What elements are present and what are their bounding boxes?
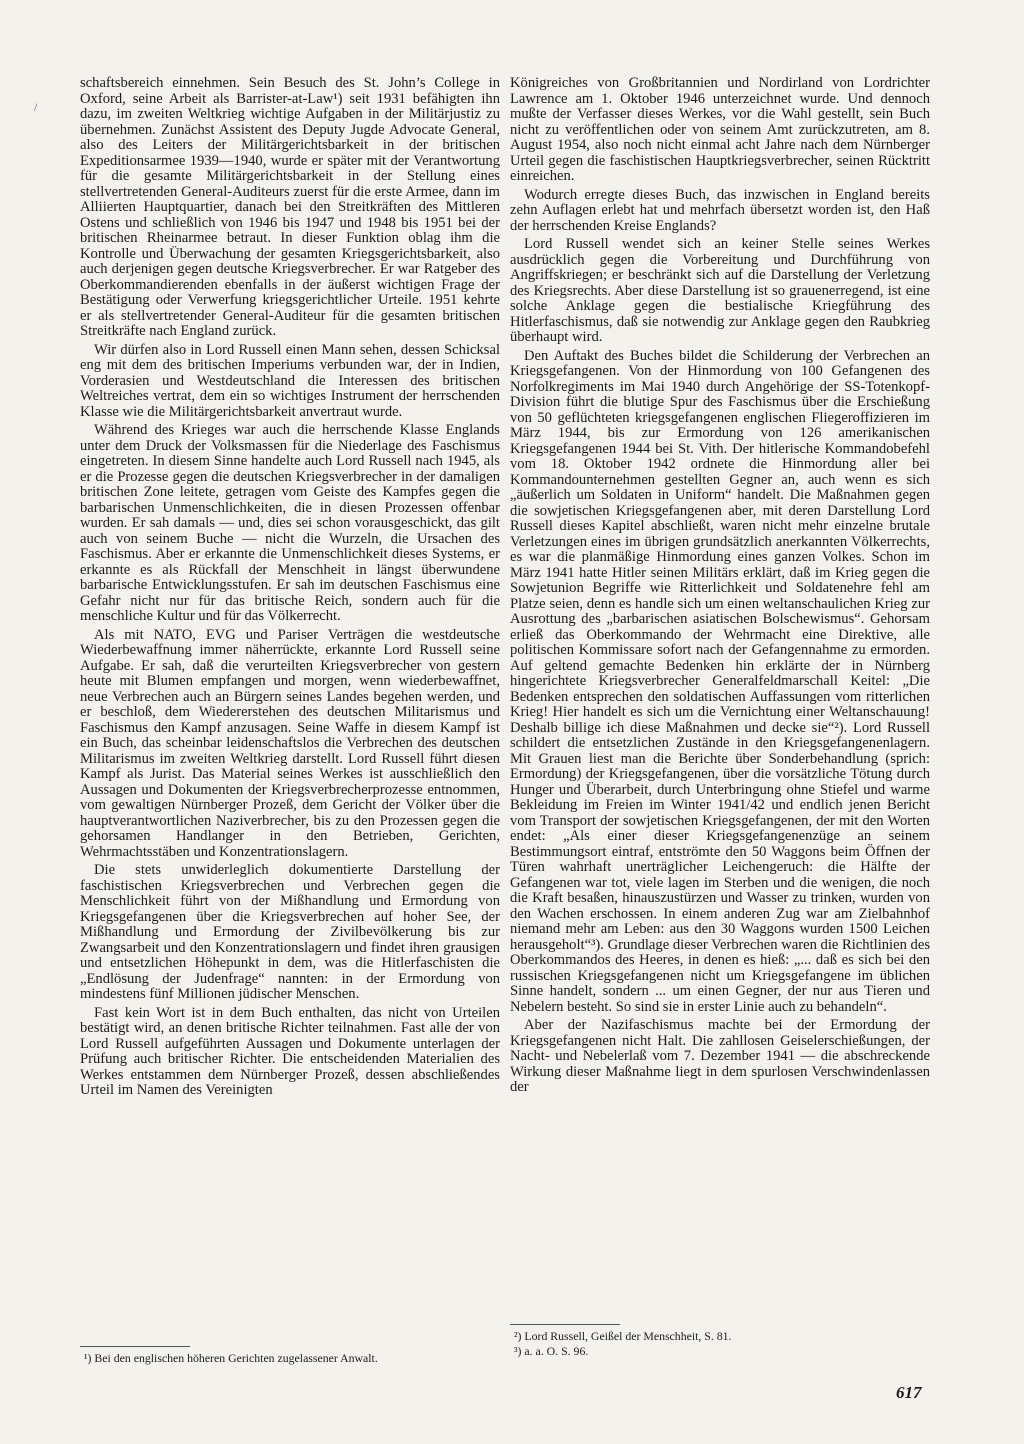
paragraph: Aber der Nazifaschismus machte bei der Ermordung der Kriegsgefangenen nicht Halt. Die zahllosen Geiselerschießungen, der Nacht- und Nebelerlaß vom 7. Dezember 1941 — die abschreckende Wirkung dieser Maßnahme liegt in dem spurlosen Verschwindenlassen der <box>510 1017 930 1095</box>
right-column <box>510 76 930 1099</box>
footnote: ¹) Bei den englischen höheren Gerichten zugelassener Anwalt. <box>84 1351 378 1365</box>
paragraph: Wir dürfen also in Lord Russell einen Mann sehen, dessen Schicksal eng mit dem des britischen Imperiums verbunden war, der in Indien, Vorderasien und Westdeutschland die Interessen des britischen Weltreiches vertrat, dem ein so wichtiges Instrument der herrschenden Klasse wie die Militärgerichtsbarkeit anvertraut wurde. <box>80 341 500 420</box>
margin-mark: / <box>34 100 38 114</box>
left-column <box>80 76 500 1102</box>
paragraph: Wodurch erregte dieses Buch, das inzwischen in England bereits zehn Auflagen erlebt hat und mehrfach übersetzt worden ist, den Haß der herrschenden Kreise Englands? <box>510 186 930 234</box>
footnote: ²) Lord Russell, Geißel der Menschheit, S. 81. <box>514 1329 732 1343</box>
paragraph: schaftsbereich einnehmen. Sein Besuch des St. John’s College in Oxford, seine Arbeit als Barrister-at-Law¹) seit 1931 befähigten ihn dazu, im zweiten Weltkrieg wichtige Aufgaben in der Militärjustiz zu übernehmen. Zunächst Assistent des Deputy Jugde Advocate General, also des Leiters der Militärgerichtsbarkeit in der britischen Expeditionsarmee 1939—1940, wurde er später mit der Verantwortung für die gesamte Militärgerichtsbarkeit in der Stellung eines stellvertretenden General-Auditeurs zuerst für die erste Armee, dann im Alliierten Hauptquartier, danach bei den Streitkräften des Mittleren Ostens und schließlich von 1946 bis 1947 und 1948 bis 1951 bei der britischen Rheinarmee betraut. In dieser Funktion oblag ihm die Kontrolle und Überwachung der gesamten Kriegsgerichtsbarkeit, also auch derjenigen gegen deutsche Kriegsverbrecher. Er war Ratgeber des Oberkommandierenden ebenfalls in der äußerst wichtigen Frage der Bestätigung oder Verwerfung kriegsgerichtlicher Urteile. 1951 kehrte er als stellvertretender General-Auditeur für die gesamten britischen Streitkräfte nach England zurück. <box>80 75 500 339</box>
paragraph: Königreiches von Großbritannien und Nordirland von Lordrichter Lawrence am 1. Oktober 1946 unterzeichnet wurde. Und dennoch mußte der Verfasser dieses Werkes, vor die Wahl gestellt, sein Buch nicht zu veröffentlichen oder von seinem Amt zurückzutreten, am 8. August 1954, also noch nicht einmal acht Jahre nach dem Nürnberger Urteil gegen die faschistischen Hauptkriegsverbrecher, seinen Rücktritt einreichen. <box>510 75 930 184</box>
paragraph: Als mit NATO, EVG und Pariser Verträgen die westdeutsche Wiederbewaffnung immer näherrückte, erkannte Lord Russell seine Aufgabe. Er sah, daß die verurteilten Kriegsverbrecher von gestern heute mit Blumen empfangen und morgen, wenn wiederbewaffnet, neue Verbrechen auch an Bürgern seines Landes begehen werden, und er beschloß, dem Wiedererstehen des deutschen Militarismus und Faschismus den Kampf anzusagen. Seine Waffe in diesem Kampf ist ein Buch, das scheinbar leidenschaftslos die Verbrechen des deutschen Militarismus im zweiten Weltkrieg darstellt. Lord Russell führt diesen Kampf als Jurist. Das Material seines Werkes ist ausschließlich den Aussagen und Dokumenten der Kriegsverbrecherprozesse entnommen, vom gewaltigen Nürnberger Prozeß, dem Gericht der Völker über die hauptverantwortlichen Naziverbrecher, bis zu den Prozessen gegen die gehorsamen Handlanger in den Betrieben, Gerichten, Wehrmachtsstäben und Konzentrationslagern. <box>80 626 500 860</box>
footnote-rule <box>510 1324 620 1325</box>
paragraph: Die stets unwiderleglich dokumentierte Darstellung der faschistischen Kriegsverbrechen und Verbrechen gegen die Menschlichkeit führt von der Mißhandlung und Ermordung von Kriegsgefangenen über die Kriegsverbrechen auf hoher See, der Mißhandlung und Ermordung der Zivilbevölkerung bis zur Zwangsarbeit und den Konzentrationslagern und findet ihren grausigen und entsetzlichen Höhepunkt in dem, was die Hitlerfaschisten die „Endlösung der Judenfrage“ nannten: in der Ermordung von mindestens fünf Millionen jüdischer Menschen. <box>80 862 500 1002</box>
footnote-rule <box>80 1346 190 1347</box>
paragraph: Den Auftakt des Buches bildet die Schilderung der Verbrechen an Kriegsgefangenen. Von der Hinmordung von 100 Gefangenen des Norfolkregiments im Mai 1940 durch Angehörige der SS-Totenkopf-Division führt die blutige Spur des Faschismus über die Erschießung von 50 geflüchteten kriegsgefangenen englischen Fliegeroffizieren im März 1944, bis zur Ermordung von 126 amerikanischen Kriegsgefangenen 1944 bei St. Vith. Der hitlerische Kommandobefehl vom 18. Oktober 1942 ordnete die Hinmordung aller bei Kommandounternehmen gestellten Gegner an, auch wenn es sich „äußerlich um Soldaten in Uniform“ handelt. Die Maßnahmen gegen die sowjetischen Kriegsgefangenen aber, mit deren Darstellung Lord Russell dieses Kapitel abschließt, waren nicht mehr einzelne brutale Verletzungen eines im übrigen grundsätzlich anerkannten Völkerrechts, es war die planmäßige Hinmordung eines ganzen Volkes. Schon im März 1941 hatte Hitler seinen Militärs erklärt, daß im Krieg gegen die Sowjetunion Begriffe wie Ritterlichkeit und Soldatenehre fehl am Platze seien, denn es handle sich um einen weltanschaulichen Krieg zur Ausrottung des „barbarischen asiatischen Bolschewismus“. Gehorsam erließ das Oberkommando der Wehrmacht eine Direktive, alle politischen Kommissare sofort nach der Gefangennahme zu ermorden. Auf geltend gemachte Bedenken hin erklärte der in Nürnberg hingerichtete Kriegsverbrecher Generalfeldmarschall Keitel: „Die Bedenken entsprechen den soldatischen Auffassungen vom ritterlichen Krieg! Hier handelt es sich um die Vernichtung einer Weltanschauung! Deshalb billige ich diese Maßnahmen und decke sie“²). Lord Russell schildert die entsetzlichen Zustände in den Kriegsgefangenenlagern. Mit Grauen liest man die Berichte über Sonderbehandlung (sprich: Ermordung) der Kriegsgefangenen, über die vorsätzliche Tötung durch Hunger und Überarbeit, durch Unterbringung ohne Stiefel und warme Bekleidung im Freien im Winter 1941/42 und endlich jenen Bericht vom Transport der sowjetischen Kriegsgefangenen, der mit den Worten endet: „Als einer dieser Kriegsgefangenenzüge an seinem Bestimmungsort eintraf, entströmte den 50 Waggons beim Öffnen der Türen wahrhaft unerträglicher Leichengeruch: die Hälfte der Gefangenen war tot, viele lagen im Sterben und die wenigen, die noch die Kraft besaßen, hinauszustürzen und Wasser zu trinken, wurden von den Wachen erschossen. In einem anderen Zug war am Zielbahnhof niemand mehr am Leben: aus den 30 Waggons wurden 1500 Leichen herausgeholt“³). Grundlage dieser Verbrechen waren die Richtlinien des Oberkommandos des Heeres, in denen es hieß: „... daß es sich bei den russischen Kriegsgefangenen nicht um Kriegsgefangene im üblichen Sinne handelt, sondern ... um einen Gegner, der nur aus Tieren und Nebelern besteht. So sind sie in erster Linie auch zu behandeln“. <box>510 347 930 1015</box>
footnotes-left <box>80 1340 500 1366</box>
footnote: ³) a. a. O. S. 96. <box>514 1344 589 1358</box>
footnotes-right <box>510 1318 930 1359</box>
paragraph: Fast kein Wort ist in dem Buch enthalten, das nicht von Urteilen bestätigt wird, an denen britische Richter teilnahmen. Fast alle der von Lord Russell aufgeführten Aussagen und Dokumente unterlagen der Prüfung auch britischer Richter. Die entscheidenden Materialien des Werkes entstammen dem Nürnberger Prozeß, dessen abschließendes Urteil im Namen des Vereinigten <box>80 1004 500 1098</box>
paragraph: Lord Russell wendet sich an keiner Stelle seines Werkes ausdrücklich gegen die Vorbereitung und Durchführung von Angriffskriegen; er beschränkt sich auf die Darstellung der Verletzung des Kriegsrechts. Aber diese Darstellung ist so grauenerregend, ist eine solche Anklage gegen die bestialische Kriegführung des Hitlerfaschismus, daß sie notwendig zur Anklage gegen den Raubkrieg überhaupt wird. <box>510 236 930 345</box>
page-number: 617 <box>896 1383 922 1402</box>
paragraph: Während des Krieges war auch die herrschende Klasse Englands unter dem Druck der Volksmassen für die Niederlage des Faschismus eingetreten. In diesem Sinne handelte auch Lord Russell nach 1945, als er die Prozesse gegen die deutschen Kriegsverbrecher in der damaligen britischen Zone leitete, getragen vom Geiste des Kampfes gegen die barbarischen Unmenschlichkeiten, die in diesen Prozessen offenbar wurden. Er sah damals — und, dies sei schon vorausgeschickt, das gilt auch von seinem Buche — nicht die Wurzeln, die Ursachen des Faschismus. Aber er erkannte die Unmenschlichkeit dieses Systems, er erkannte es als Rückfall der Menschheit in längst überwundene barbarische Entwicklungsstufen. Er sah im deutschen Faschismus eine Gefahr nicht nur für das britische Reich, sondern auch für die menschliche Kultur und für das Völkerrecht. <box>80 422 500 624</box>
